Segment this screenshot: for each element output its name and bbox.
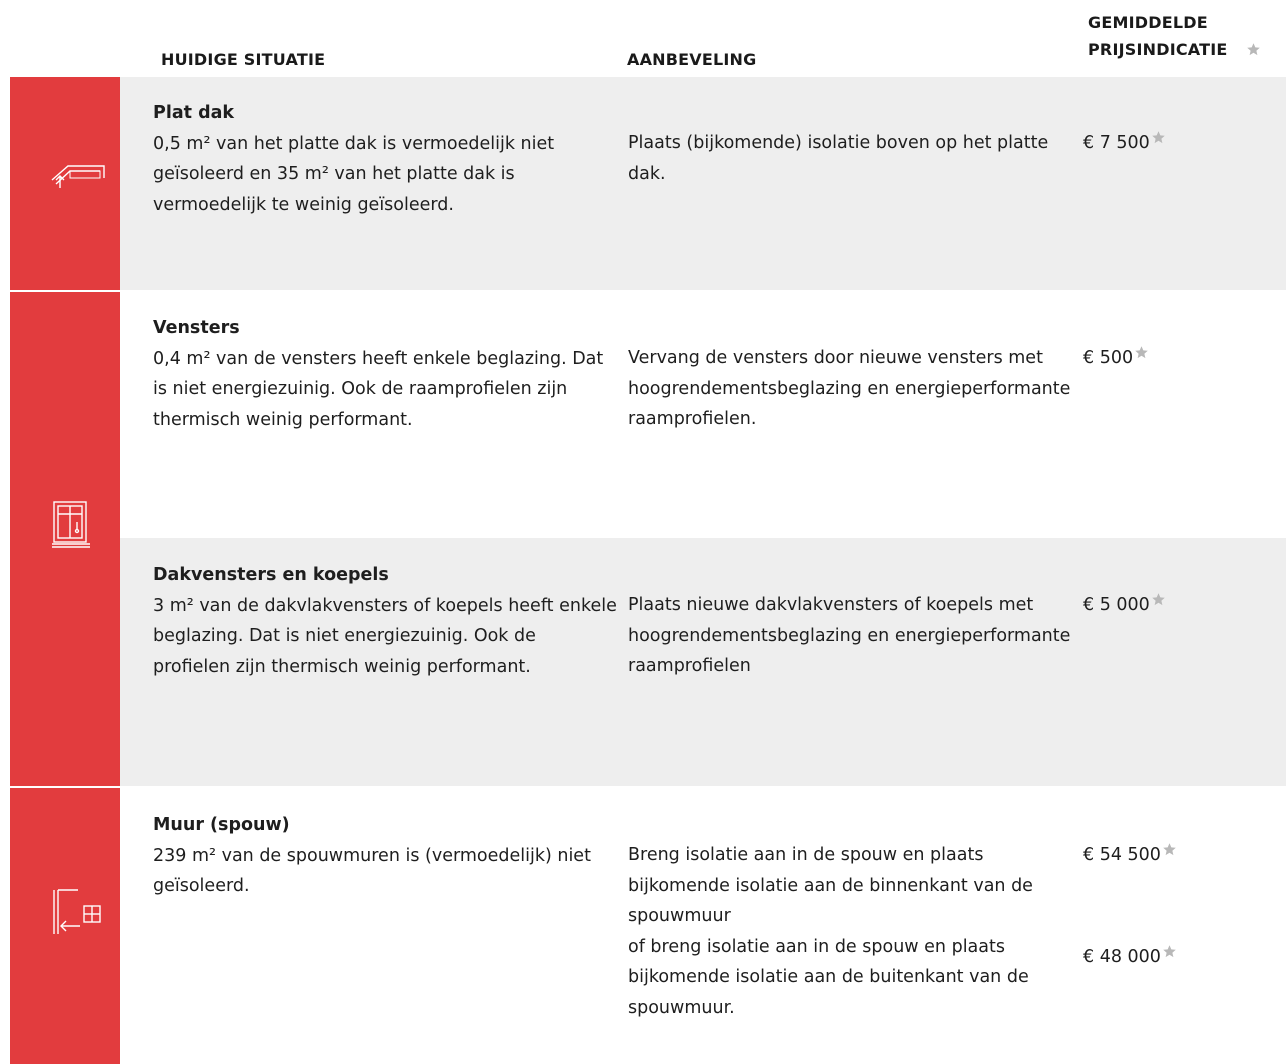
column-header-situatie: HUIDIGE SITUATIE [161, 50, 326, 69]
recommendation-option-1: Breng isolatie aan in de spouw en plaats bijkomende isolatie aan de binnenkant van de spouwmuur [628, 845, 1033, 926]
star-icon [1151, 592, 1166, 607]
row-plat-dak-aanbeveling: Plaats (bijkomende) isolatie boven op het platte dak. [628, 133, 1049, 184]
section-icon-wall [10, 788, 120, 1064]
row-vensters-aanbeveling: Vervang de vensters door nieuwe vensters met hoogrendementsbeglazing en energieperformante raamprofielen. [628, 348, 1071, 429]
row-muur-prijs-2 [1083, 942, 1283, 973]
price-value: € 7 500 [1083, 133, 1150, 153]
star-icon [1162, 842, 1177, 857]
row-description: 0,4 m² van de vensters heeft enkele beglazing. Dat is niet energiezuinig. Ook de raamprofielen zijn thermisch weinig performant. [153, 348, 604, 430]
row-plat-dak-situatie [153, 98, 618, 220]
row-vensters-situatie [153, 313, 618, 435]
column-header-prijs [1088, 9, 1284, 63]
price-value: € 500 [1083, 348, 1134, 368]
price-value: € 54 500 [1083, 845, 1161, 865]
row-muur-aanbeveling [628, 840, 1078, 1023]
row-dakvensters-situatie [153, 560, 618, 682]
row-dakvensters-aanbeveling: Plaats nieuwe dakvlakvensters of koepels met hoogrendementsbeglazing en energieperformante raamprofielen [628, 595, 1071, 676]
section-icon-roof [10, 77, 120, 290]
price-value: € 48 000 [1083, 947, 1161, 967]
row-plat-dak-prijs [1083, 128, 1283, 159]
section-icon-window [10, 292, 120, 786]
star-icon [1151, 130, 1166, 145]
row-description: 3 m² van de dakvlakvensters of koepels heeft enkele beglazing. Dat is niet energiezuinig. Ook de profielen zijn thermisch weinig performant. [153, 595, 617, 677]
row-description: 239 m² van de spouwmuren is (vermoedelijk) niet geïsoleerd. [153, 845, 591, 896]
row-title: Plat dak [153, 103, 235, 123]
column-header-prijs-line1: GEMIDDELDE [1088, 13, 1208, 32]
row-muur-prijs-1 [1083, 840, 1283, 871]
flat-roof-icon [50, 162, 106, 192]
row-title: Vensters [153, 318, 240, 338]
star-icon [1162, 944, 1177, 959]
price-value: € 5 000 [1083, 595, 1150, 615]
star-icon [1134, 345, 1149, 360]
column-header-aanbeveling: AANBEVELING [627, 50, 757, 69]
row-dakvensters-prijs [1083, 590, 1283, 621]
star-icon [1246, 42, 1261, 57]
row-title: Dakvensters en koepels [153, 565, 389, 585]
row-muur-situatie [153, 810, 618, 902]
row-vensters-prijs [1083, 343, 1283, 374]
row-description: 0,5 m² van het platte dak is vermoedelijk niet geïsoleerd en 35 m² van het platte dak is vermoedelijk te weinig geïsoleerd. [153, 133, 555, 215]
window-icon [50, 500, 92, 548]
cavity-wall-icon [50, 888, 106, 936]
row-title: Muur (spouw) [153, 815, 290, 835]
column-header-prijs-line2: PRIJSINDICATIE [1088, 40, 1228, 59]
recommendation-option-2: of breng isolatie aan in de spouw en plaats bijkomende isolatie aan de buitenkant van de spouwmuur. [628, 936, 1029, 1018]
